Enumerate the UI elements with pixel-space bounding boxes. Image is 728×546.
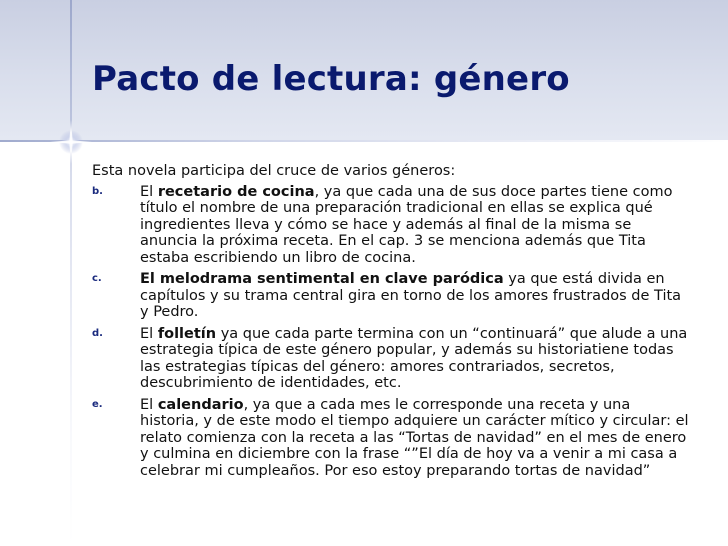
item-text-post: , ya que a cada mes le corresponde una receta y una historia, y de este modo el tiempo adquiere un carácter mítico y circular: el relato comienza con la receta a las “Tortas de navidad” en el mes de enero y culmina en diciembre con la frase “”El día de hoy va a venir a mi casa a celebrar mi cumpleaños. Por eso estoy preparando tortas de navidad” <box>140 396 689 479</box>
item-text-pre: El <box>140 183 158 200</box>
list-item <box>92 184 692 267</box>
item-text-post: ya que cada parte termina con un “continuará” que alude a una estrategia típica de este género popular, y además su historiatiene todas las estrategias típicas del género: amores contrariados, secretos, descubrimiento de identidades, etc. <box>140 325 688 391</box>
list-marker: b. <box>92 185 103 197</box>
item-text-post: ya que está divida en capítulos y su trama central gira en torno de los amores frustrados de Tita y Pedro. <box>140 271 682 320</box>
sparkle-icon <box>44 114 100 170</box>
list-item <box>92 397 692 480</box>
item-genre-name: recetario de cocina <box>157 183 315 200</box>
slide-title: Pacto de lectura: género <box>92 59 570 99</box>
decorative-horizontal-line <box>0 140 728 142</box>
list-item-text <box>140 397 692 480</box>
decorative-vertical-line <box>70 0 72 546</box>
list-item-text <box>140 271 692 321</box>
item-text-post: , ya que cada una de sus doce partes tiene como título el nombre de una preparación tradicional en ellas se explica qué ingredientes lleva y cómo se hace y además al final de la misma se anuncia la próxima receta. En el cap. 3 se menciona además que Tita estaba escribiendo un libro de cocina. <box>140 183 673 266</box>
item-text-pre: El <box>140 396 158 413</box>
item-genre-name: folletín <box>157 325 217 342</box>
list-item <box>92 271 692 321</box>
intro-text: Esta novela participa del cruce de varios géneros: <box>92 163 456 179</box>
list-marker: c. <box>92 273 102 284</box>
list-item-text <box>140 326 692 392</box>
list-item <box>92 326 692 392</box>
item-text-pre: El <box>140 325 158 342</box>
list-marker: d. <box>92 327 103 339</box>
slide-content <box>92 163 692 484</box>
list-item-text <box>140 184 692 267</box>
item-genre-name: El melodrama sentimental en clave paródica <box>140 271 504 287</box>
item-genre-name: calendario <box>157 396 244 413</box>
list-marker: e. <box>92 398 103 410</box>
genre-list <box>92 184 692 480</box>
